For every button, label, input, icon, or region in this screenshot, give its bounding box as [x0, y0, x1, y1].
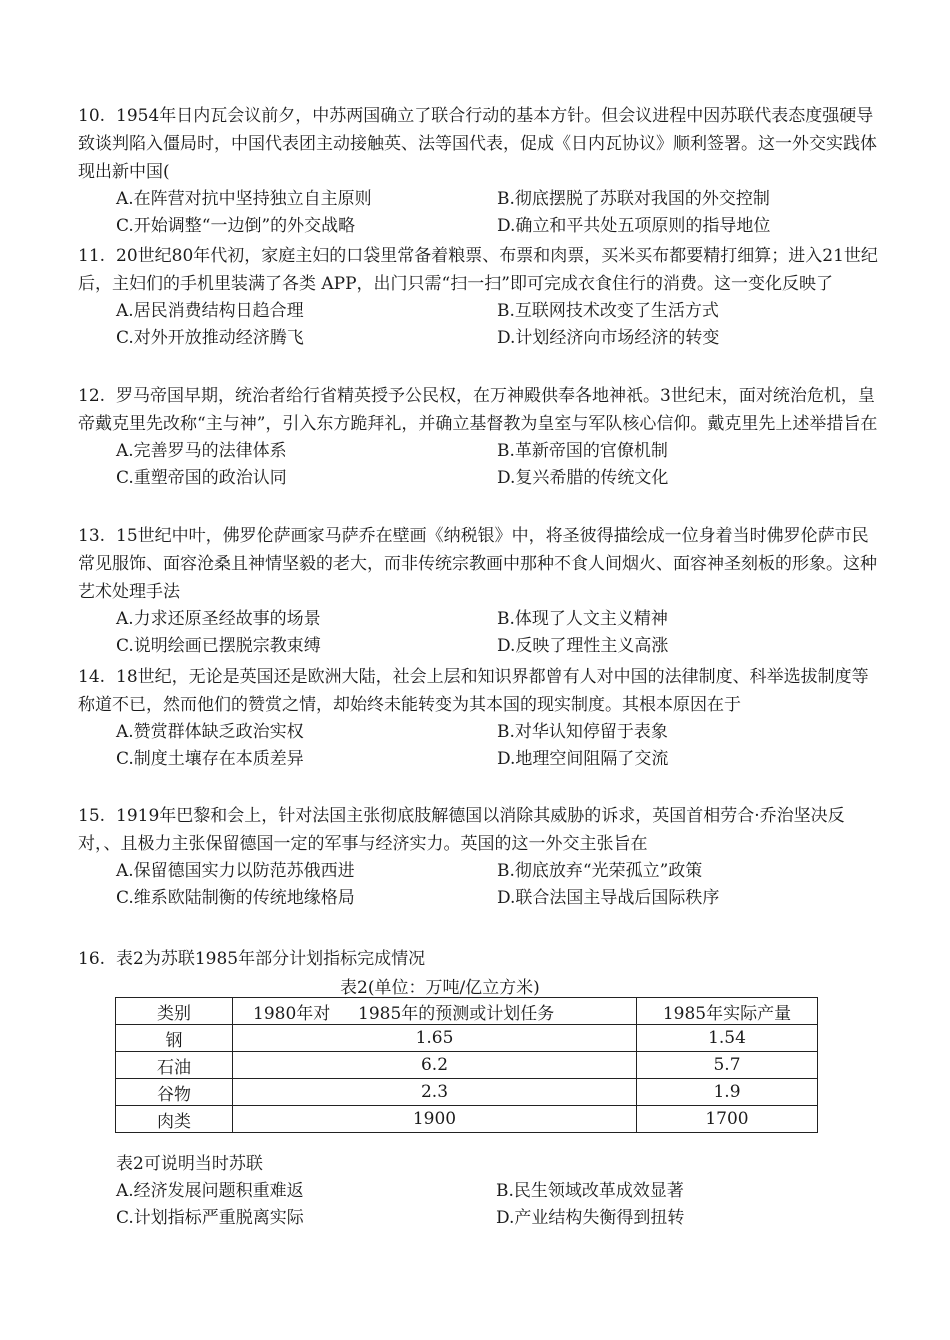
question-text: 表2为苏联1985年部分计划指标完成情况 [116, 949, 426, 969]
option-b[interactable]: B.对华认知停留于表象 [497, 722, 668, 742]
table-cell-plan: 1900 [233, 1106, 637, 1133]
question-16-followup [116, 1150, 876, 1232]
options [116, 298, 878, 352]
question-stem [78, 802, 878, 858]
option-c[interactable]: C.开始调整“一边倒”的外交战略 [116, 216, 356, 236]
option-d[interactable]: D.计划经济向市场经济的转变 [497, 328, 720, 348]
question-11 [78, 242, 878, 352]
table-cell-actual: 1.54 [637, 1025, 818, 1052]
option-c[interactable]: C.说明绘画已摆脱宗教束缚 [116, 636, 321, 656]
option-d[interactable]: D.确立和平共处五项原则的指导地位 [497, 216, 771, 236]
question-number: 13. [78, 526, 106, 546]
table-row [116, 1025, 818, 1052]
option-b[interactable]: B.彻底放弃“光荣孤立”政策 [497, 861, 703, 881]
table-cell-category: 石油 [116, 1052, 233, 1079]
options [116, 719, 878, 773]
table-header: 1980年对 [253, 1003, 331, 1024]
table-header: 类别 [116, 998, 233, 1025]
question-text: 1954年日内瓦会议前夕，中苏两国确立了联合行动的基本方针。但会议进程中因苏联代表态度强硬导致谈判陷入僵局时，中国代表团主动接触英、法等国代表，促成《日内瓦协议》顺利签署。这一外交实践体现出新中国( [78, 106, 877, 182]
option-b[interactable]: B.互联网技术改变了生活方式 [497, 301, 719, 321]
question-stem: 表2可说明当时苏联 [116, 1154, 263, 1174]
question-number: 14. [78, 667, 106, 687]
table-caption: 表2(单位：万吨/亿立方米) [340, 978, 540, 998]
table-header: 1985年实际产量 [637, 998, 818, 1025]
option-a[interactable]: A.经济发展问题积重难返 [116, 1181, 304, 1201]
option-d[interactable]: D.产业结构失衡得到扭转 [496, 1208, 685, 1228]
option-c[interactable]: C.维系欧陆制衡的传统地缘格局 [116, 888, 355, 908]
option-b[interactable]: B.民生领域改革成效显著 [496, 1181, 684, 1201]
question-number: 12. [78, 386, 106, 406]
option-b[interactable]: B.体现了人文主义精神 [497, 609, 668, 629]
question-16 [78, 945, 878, 973]
options [116, 606, 878, 660]
option-b[interactable]: B.彻底摆脱了苏联对我国的外交控制 [497, 189, 770, 209]
option-b[interactable]: B.革新帝国的官僚机制 [497, 441, 668, 461]
option-d[interactable]: D.地理空间阻隔了交流 [497, 749, 669, 769]
option-d[interactable]: D.联合法国主导战后国际秩序 [497, 888, 720, 908]
table-cell-plan: 1.65 [233, 1025, 637, 1052]
table-cell-category: 肉类 [116, 1106, 233, 1133]
question-stem [78, 242, 878, 298]
options [116, 858, 878, 912]
option-c[interactable]: C.对外开放推动经济腾飞 [116, 328, 304, 348]
option-a[interactable]: A.力求还原圣经故事的场景 [116, 609, 321, 629]
question-stem [78, 522, 878, 606]
table-cell-actual: 1700 [637, 1106, 818, 1133]
question-number: 10. [78, 106, 106, 126]
options [116, 186, 878, 240]
question-text: 20世纪80年代初，家庭主妇的口袋里常备着粮票、布票和肉票，买米买布都要精打细算；进入21世纪后，主妇们的手机里装满了各类 APP，出门只需“扫一扫”即可完成衣食住行的消费。这一变化反映了 [78, 246, 878, 294]
question-text: 15世纪中叶，佛罗伦萨画家马萨乔在壁画《纳税银》中，将圣彼得描绘成一位身着当时佛罗伦萨市民常见服饰、面容沧桑且神情坚毅的老大，而非传统宗教画中那种不食人间烟火、面容神圣刻板的形象。这种艺术处理手法 [78, 526, 877, 602]
question-15 [78, 802, 878, 912]
question-number: 11. [78, 246, 106, 266]
option-a[interactable]: A.居民消费结构日趋合理 [116, 301, 304, 321]
question-14 [78, 663, 878, 773]
table-header-row [116, 998, 818, 1025]
option-a[interactable]: A.赞赏群体缺乏政治实权 [116, 722, 304, 742]
option-a[interactable]: A.在阵营对抗中坚持独立自主原则 [116, 189, 372, 209]
option-a[interactable]: A.完善罗马的法律体系 [116, 441, 287, 461]
question-10 [78, 102, 878, 240]
table-header-merged [233, 998, 637, 1025]
question-number: 15. [78, 806, 106, 826]
table-cell-actual: 1.9 [637, 1079, 818, 1106]
table-row [116, 1079, 818, 1106]
option-c[interactable]: C.制度土壤存在本质差异 [116, 749, 304, 769]
question-text: 罗马帝国早期，统治者给行省精英授予公民权，在万神殿供奉各地神祇。3世纪末，面对统治危机，皇帝戴克里先改称“主与神”，引入东方跪拜礼，并确立基督教为皇室与军队核心信仰。戴克里先上述举措旨在 [78, 386, 878, 434]
table-row [116, 1052, 818, 1079]
options [116, 1178, 876, 1232]
options [116, 438, 878, 492]
table-header: 1985年的预测或计划任务 [358, 1003, 555, 1024]
question-text: 1919年巴黎和会上，针对法国主张彻底肢解德国以消除其威胁的诉求，英国首相劳合·乔治坚决反对，、且极力主张保留德国一定的军事与经济实力。英国的这一外交主张旨在 [78, 806, 845, 854]
option-d[interactable]: D.复兴希腊的传统文化 [497, 468, 669, 488]
option-c[interactable]: C.计划指标严重脱离实际 [116, 1208, 304, 1228]
table-cell-category: 钢 [116, 1025, 233, 1052]
question-stem [78, 663, 878, 719]
question-stem [78, 382, 878, 438]
question-number: 16. [78, 949, 106, 969]
data-table [115, 997, 818, 1133]
table-cell-actual: 5.7 [637, 1052, 818, 1079]
table-cell-category: 谷物 [116, 1079, 233, 1106]
question-stem [78, 945, 878, 973]
table-cell-plan: 6.2 [233, 1052, 637, 1079]
question-text: 18世纪，无论是英国还是欧洲大陆，社会上层和知识界都曾有人对中国的法律制度、科举选拔制度等称道不已，然而他们的赞赏之情，却始终未能转变为其本国的现实制度。其根本原因在于 [78, 667, 869, 715]
question-13 [78, 522, 878, 660]
table-row [116, 1106, 818, 1133]
option-c[interactable]: C.重塑帝国的政治认同 [116, 468, 287, 488]
table-cell-plan: 2.3 [233, 1079, 637, 1106]
question-stem [78, 102, 878, 186]
option-a[interactable]: A.保留德国实力以防范苏俄西进 [116, 861, 355, 881]
option-d[interactable]: D.反映了理性主义高涨 [497, 636, 669, 656]
question-12 [78, 382, 878, 492]
